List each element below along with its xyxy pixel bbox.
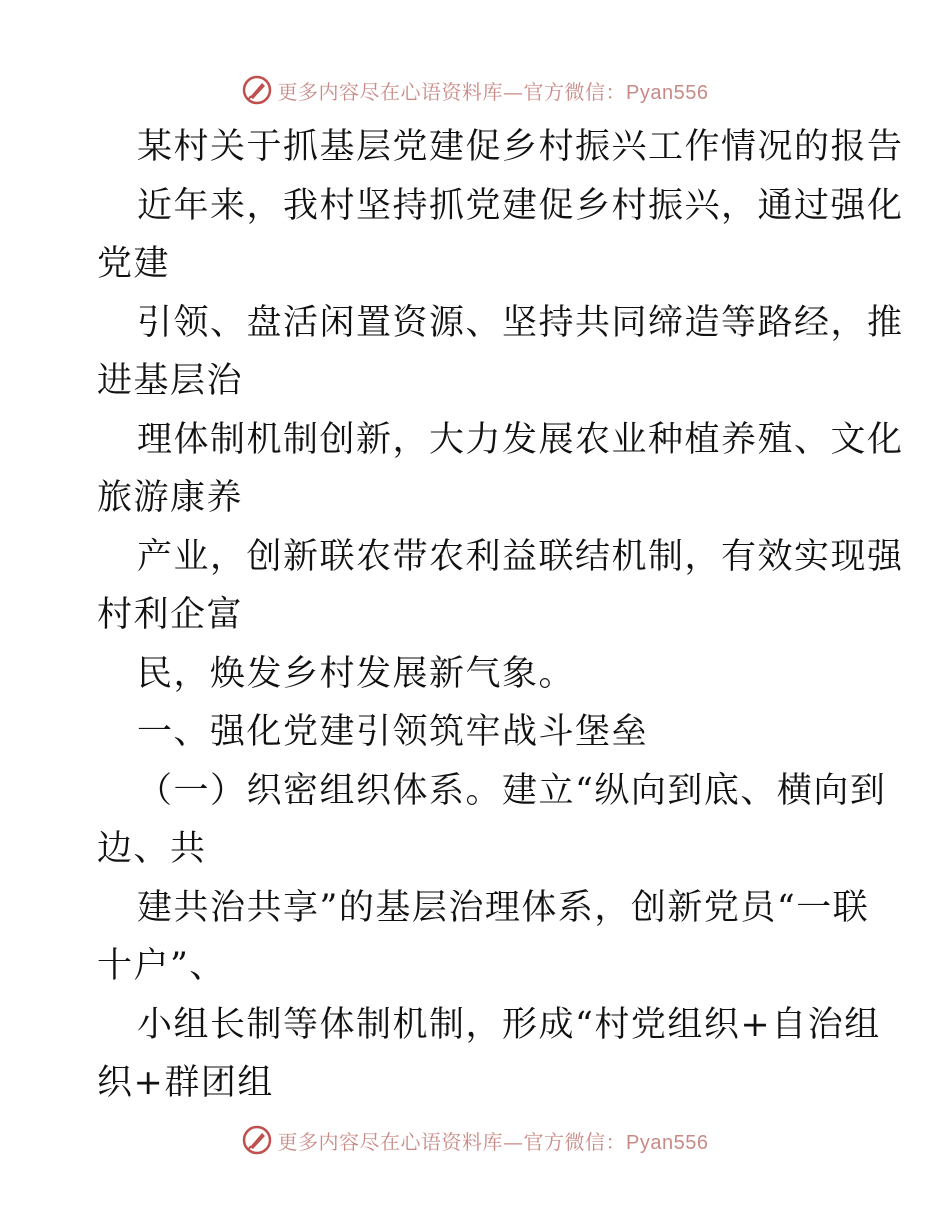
text-line: 民，焕发乡村发展新气象。 <box>137 653 576 694</box>
watermark-footer <box>0 1120 950 1160</box>
text-line: （一）织密组织体系。建立“纵向到底、横向到 <box>137 770 887 811</box>
text-line: 引领、盘活闲置资源、坚持共同缔造等路经，推 <box>137 302 904 343</box>
document-title: 某村关于抓基层党建促乡村振兴工作情况的报告 <box>137 127 904 167</box>
quill-logo-icon <box>242 1125 272 1155</box>
watermark-text: 更多内容尽在心语资料库—官方微信：Pyan556 <box>277 79 709 104</box>
watermark-id: Pyan556 <box>626 1131 709 1154</box>
text-line: 小组长制等体制机制，形成“村党组织+自治组 <box>137 1004 881 1045</box>
text-line: 近年来，我村坚持抓党建促乡村振兴，通过强化 <box>137 185 904 226</box>
text-line: 理体制机制创新，大力发展农业种植养殖、文化 <box>137 419 904 460</box>
text-line: 建共治共享”的基层治理体系，创新党员“一联 <box>137 887 870 928</box>
text-line: 产业，创新联农带农利益联结机制，有效实现强 <box>137 536 904 577</box>
text-line: 边、共 <box>97 829 207 869</box>
watermark-id: Pyan556 <box>626 81 709 104</box>
text-line: 织+群团组 <box>97 1063 274 1103</box>
watermark-header <box>0 70 950 110</box>
text-line: 十户”、 <box>97 946 226 986</box>
text-line: 党建 <box>97 244 171 284</box>
quill-logo-icon <box>242 75 272 105</box>
text-line: 一、强化党建引领筑牢战斗堡垒 <box>137 712 649 752</box>
text-line: 进基层治 <box>97 361 244 401</box>
text-line: 旅游康养 <box>97 478 244 518</box>
watermark-text: 更多内容尽在心语资料库—官方微信：Pyan556 <box>277 1129 709 1154</box>
document-body <box>97 118 904 1113</box>
text-line: 村利企富 <box>97 595 244 635</box>
